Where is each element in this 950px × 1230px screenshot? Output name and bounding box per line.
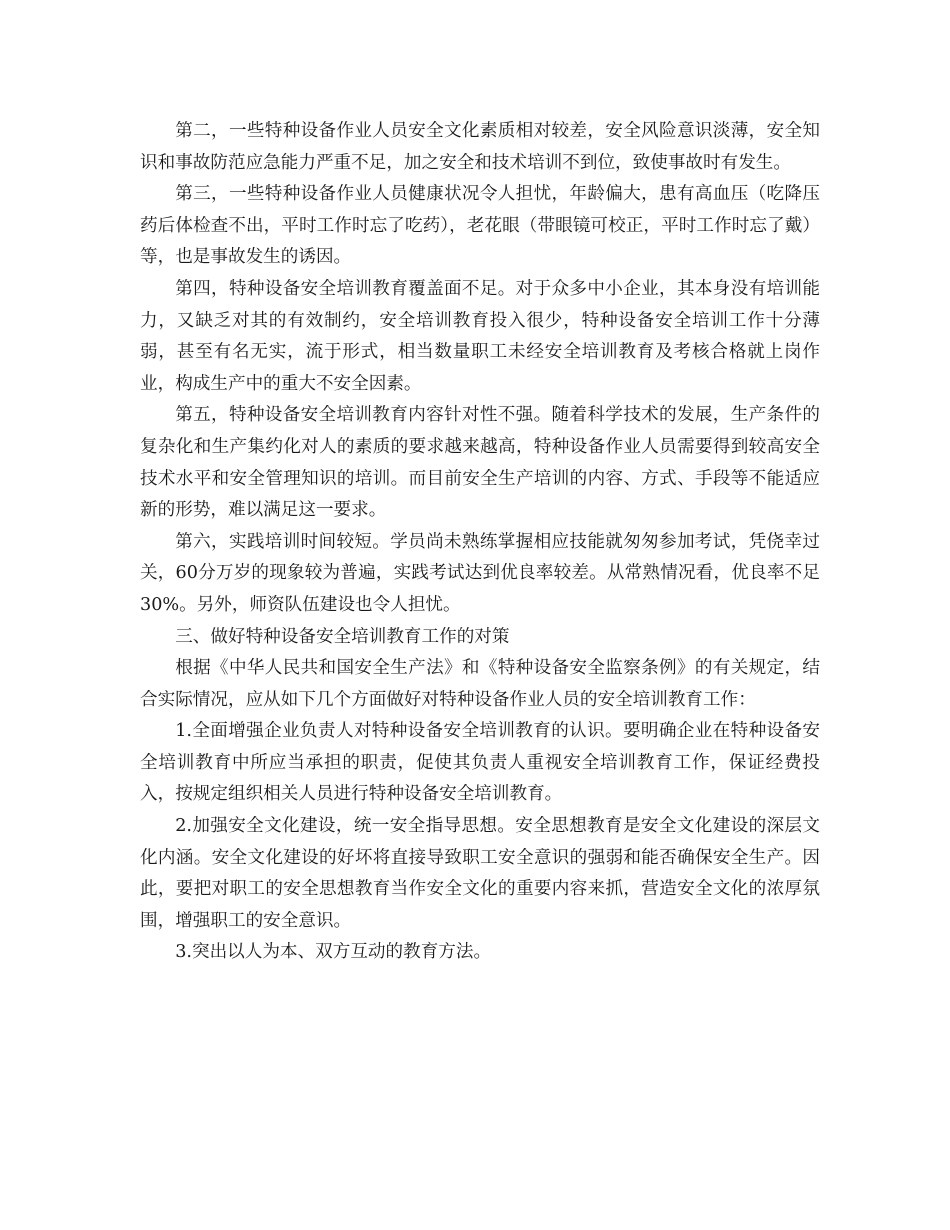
paragraph-fifth-point: 第五，特种设备安全培训教育内容针对性不强。随着科学技术的发展，生产条件的复杂化和生产集约化对人的素质的要求越来越高，特种设备作业人员需要得到较高安全技术水平和安全管理知识的培训。而目前安全生产培训的内容、方式、手段等不能适应新的形势，难以满足这一要求。 [140, 405, 820, 521]
paragraph-measure-2: 2.加强安全文化建设，统一安全指导思想。安全思想教育是安全文化建设的深层文化内涵。安全文化建设的好坏将直接导致职工安全意识的强弱和能否确保安全生产。因此，要把对职工的安全思想教育当作安全文化的重要内容来抓，营造安全文化的浓厚氛围，增强职工的安全意识。 [140, 816, 820, 931]
paragraph-third-point: 第三，一些特种设备作业人员健康状况令人担忧，年龄偏大，患有高血压（吃降压药后体检查不出，平时工作时忘了吃药），老花眼（带眼镜可校正，平时工作时忘了戴）等，也是事故发生的诱因。 [140, 184, 820, 268]
paragraph-sixth-point: 第六，实践培训时间较短。学员尚未熟练掌握相应技能就匆匆参加考试，凭侥幸过关，60分万岁的现象较为普遍，实践考试达到优良率较差。从常熟情况看，优良率不足30%。另外，师资队伍建设也令人担忧。 [140, 531, 820, 615]
paragraph-fourth-point: 第四，特种设备安全培训教育覆盖面不足。对于众多中小企业，其本身没有培训能力，又缺乏对其的有效制约，安全培训教育投入很少，特种设备安全培训工作十分薄弱，甚至有名无实，流于形式，相当数量职工未经安全培训教育及考核合格就上岗作业，构成生产中的重大不安全因素。 [140, 278, 820, 394]
paragraph-measure-1: 1.全面增强企业负责人对特种设备安全培训教育的认识。要明确企业在特种设备安全培训教育中所应当承担的职责，促使其负责人重视安全培训教育工作，保证经费投入，按规定组织相关人员进行特种设备安全培训教育。 [140, 721, 820, 805]
paragraph-legal-basis: 根据《中华人民共和国安全生产法》和《特种设备安全监察条例》的有关规定，结合实际情况，应从如下几个方面做好对特种设备作业人员的安全培训教育工作： [140, 658, 820, 710]
document-body [140, 116, 820, 969]
section-heading-countermeasures: 三、做好特种设备安全培训教育工作的对策 [175, 626, 510, 647]
paragraph-measure-3: 3.突出以人为本、双方互动的教育方法。 [175, 942, 492, 963]
paragraph-second-point: 第二，一些特种设备作业人员安全文化素质相对较差，安全风险意识淡薄，安全知识和事故防范应急能力严重不足，加之安全和技术培训不到位，致使事故时有发生。 [140, 121, 820, 173]
